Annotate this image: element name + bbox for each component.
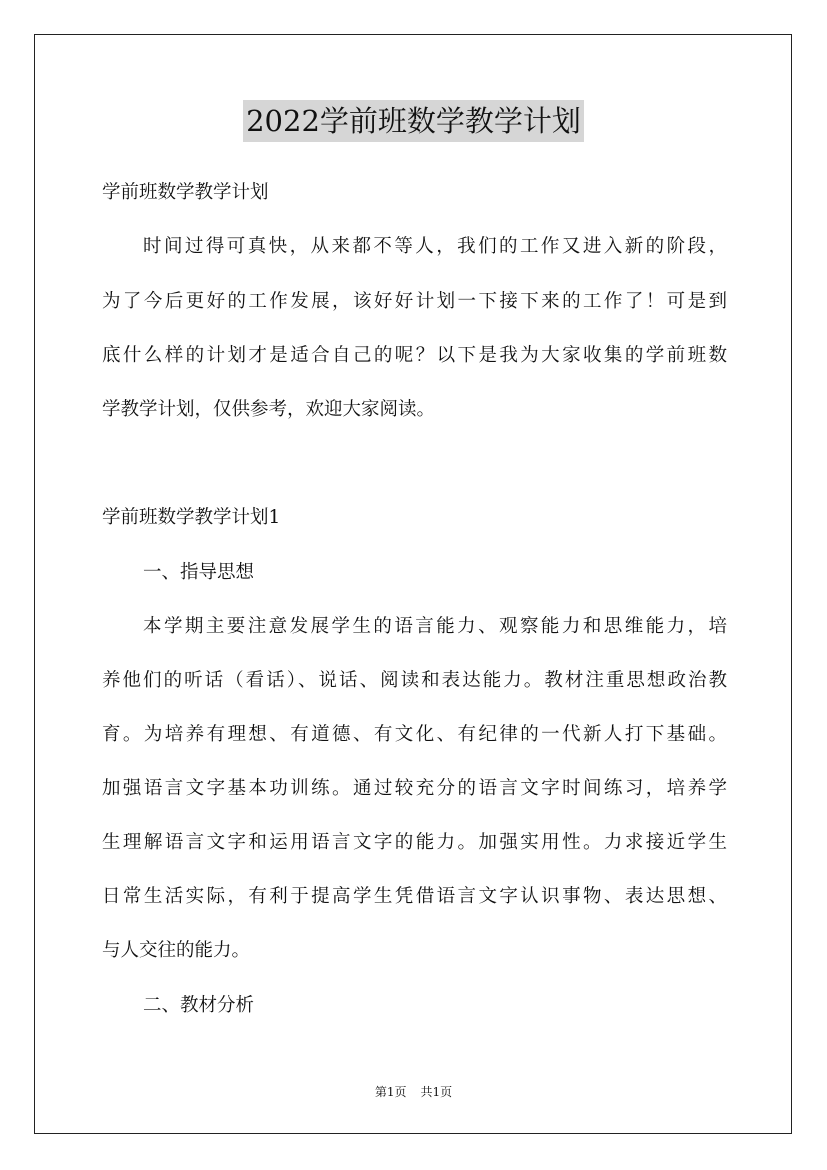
paragraph-line: 日常生活实际，有利于提高学生凭借语言文字认识事物、表达思想、: [102, 886, 727, 907]
intro-line: 时间过得可真快，从来都不等人，我们的工作又进入新的阶段，: [143, 236, 727, 257]
part-heading: 二、教材分析: [143, 995, 255, 1016]
paragraph-line: 育。为培养有理想、有道德、有文化、有纪律的一代新人打下基础。: [102, 724, 727, 745]
paragraph-line: 本学期主要注意发展学生的语言能力、观察能力和思维能力，培: [143, 616, 727, 637]
section-heading: 学前班数学教学计划1: [102, 507, 281, 528]
page-footer: [0, 1083, 827, 1100]
part-heading: 一、指导思想: [143, 562, 255, 583]
page-total: 共1页: [420, 1085, 453, 1099]
document-subtitle: 学前班数学教学计划: [102, 182, 269, 203]
title-container: [0, 100, 827, 142]
paragraph-line: 与人交往的能力。: [102, 940, 251, 961]
document-title: 2022学前班数学教学计划: [243, 100, 584, 142]
intro-line: 学教学计划，仅供参考，欢迎大家阅读。: [102, 399, 436, 420]
paragraph-line: 养他们的听话（看话）、说话、阅读和表达能力。教材注重思想政治教: [102, 670, 727, 691]
intro-line: 底什么样的计划才是适合自己的呢？以下是我为大家收集的学前班数: [102, 345, 727, 366]
intro-line: 为了今后更好的工作发展，该好好计划一下接下来的工作了！可是到: [102, 291, 727, 312]
page-number: 第1页: [374, 1085, 407, 1099]
paragraph-line: 加强语言文字基本功训练。通过较充分的语言文字时间练习，培养学: [102, 778, 727, 799]
paragraph-line: 生理解语言文字和运用语言文字的能力。加强实用性。力求接近学生: [102, 832, 727, 853]
